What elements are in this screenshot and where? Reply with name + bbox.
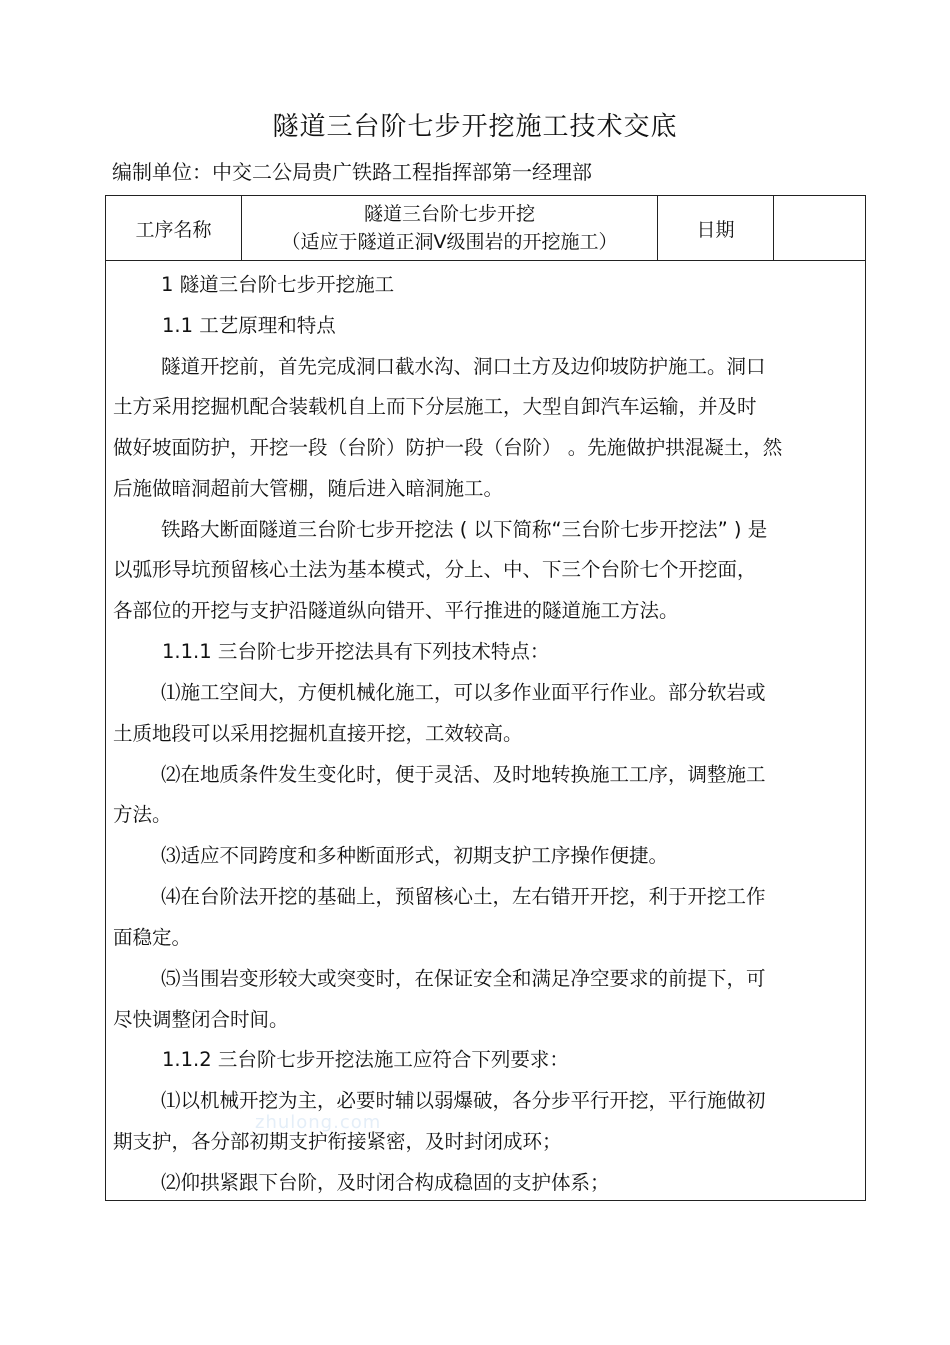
heading-1-1-2: 1.1.2 三台阶七步开挖法施工应符合下列要求：	[162, 1048, 569, 1071]
paragraph-line: 土方采用挖掘机配合装载机自上而下分层施工，大型自卸汽车运输，并及时	[113, 395, 757, 418]
list-item-continued: 尽快调整闭合时间。	[113, 1008, 289, 1031]
list-item: ⑵在地质条件发生变化时，便于灵活、及时地转换施工工序，调整施工	[161, 763, 766, 786]
date-label: 日期	[658, 196, 774, 260]
list-item: ⑷在台阶法开挖的基础上，预留核心土，左右错开开挖，利于开挖工作	[161, 885, 766, 908]
list-item: ⑴施工空间大，方便机械化施工，可以多作业面平行作业。部分软岩或	[161, 681, 766, 704]
paragraph-line: 后施做暗洞超前大管棚，随后进入暗洞施工。	[113, 477, 504, 500]
paragraph-line: 铁路大断面隧道三台阶七步开挖法 ( 以下简称“三台阶七步开挖法” ) 是	[161, 518, 768, 541]
watermark: zhulong.com	[255, 1112, 382, 1133]
list-item: ⑶适应不同跨度和多种断面形式，初期支护工序操作便捷。	[161, 844, 669, 867]
paragraph-line: 以弧形导坑预留核心土法为基本模式，分上、中、下三个台阶七个开挖面，	[113, 558, 757, 581]
list-item-continued: 方法。	[113, 803, 172, 826]
heading-1-1: 1.1 工艺原理和特点	[162, 314, 336, 337]
list-item-continued: 面稳定。	[113, 926, 192, 949]
process-name-line-1: 隧道三台阶七步开挖	[363, 203, 535, 225]
paragraph-line: 各部位的开挖与支护沿隧道纵向错开、平行推进的隧道施工方法。	[113, 599, 679, 622]
list-item-continued: 土质地段可以采用挖掘机直接开挖，工效较高。	[113, 722, 523, 745]
table-header-row	[106, 196, 865, 261]
process-name-value	[242, 196, 658, 260]
disclosure-table	[105, 195, 866, 1201]
list-item: ⑴以机械开挖为主，必要时辅以弱爆破，各分步平行开挖，平行施做初	[161, 1089, 766, 1112]
list-item-continued: 期支护，各分部初期支护衔接紧密，及时封闭成环；	[113, 1130, 562, 1153]
heading-1: 1 隧道三台阶七步开挖施工	[161, 273, 395, 296]
heading-1-1-1: 1.1.1 三台阶七步开挖法具有下列技术特点：	[162, 640, 550, 663]
list-item: ⑸当围岩变形较大或突变时，在保证安全和满足净空要求的前提下，可	[161, 967, 766, 990]
process-name-label: 工序名称	[106, 196, 242, 260]
list-item: ⑵仰拱紧跟下台阶，及时闭合构成稳固的支护体系；	[161, 1171, 610, 1194]
process-name-line-2: （适应于隧道正洞Ⅴ级围岩的开挖施工）	[281, 231, 618, 253]
document-title: 隧道三台阶七步开挖施工技术交底	[272, 112, 678, 142]
paragraph-line: 隧道开挖前，首先完成洞口截水沟、洞口土方及边仰坡防护施工。洞口	[161, 355, 766, 378]
paragraph-line: 做好坡面防护，开挖一段（台阶）防护一段（台阶） 。先施做护拱混凝土，然	[113, 436, 783, 459]
date-value	[774, 196, 865, 260]
compiling-unit: 编制单位：中交二公局贵广铁路工程指挥部第一经理部	[112, 160, 592, 184]
